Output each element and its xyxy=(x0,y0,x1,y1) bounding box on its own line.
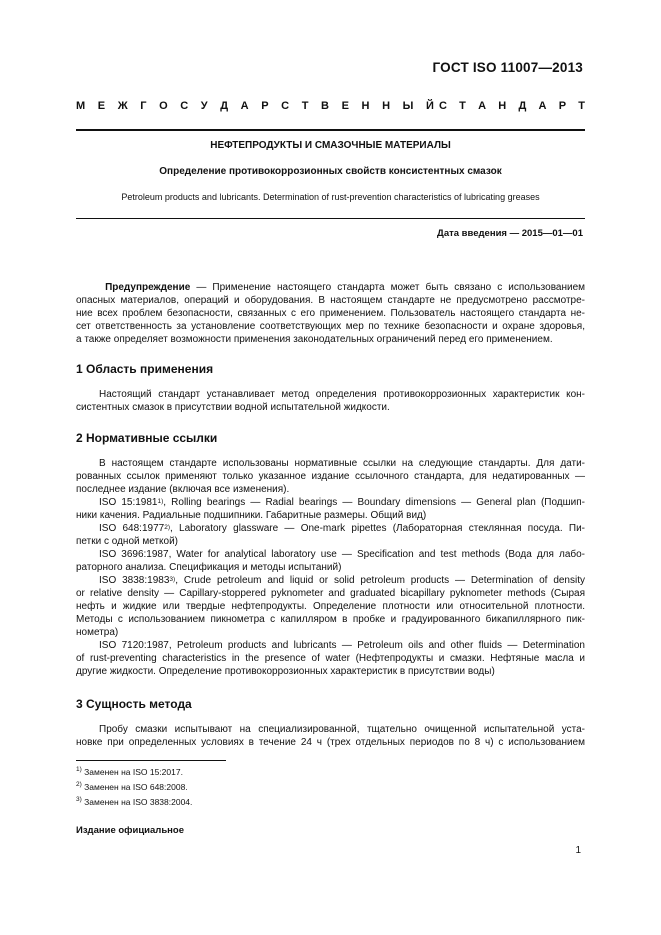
reference-iso-7120: ISO 7120:1987, Petroleum products and lubricants — Petroleum oils and other fluids — Determination xyxy=(99,640,585,651)
reference-iso-7120-cont-2: другие жидкости. Определение противокоррозионных характеристик в присутствии воды) xyxy=(76,666,495,677)
banner-letter: Д xyxy=(220,100,229,112)
standard-banner xyxy=(76,100,585,112)
banner-letter: А xyxy=(478,100,487,112)
footnote-2: $^{2)}$ Заменен на ISO 648:2008. xyxy=(76,781,188,792)
banner-letter: О xyxy=(159,100,168,112)
reference-iso-648-cont: петки с одной меткой) xyxy=(76,536,179,547)
banner-letter: Т xyxy=(301,100,309,112)
section-1-heading: 1 Область применения xyxy=(76,362,214,376)
banner-right xyxy=(439,100,585,112)
banner-letter: М xyxy=(76,100,86,112)
warning-line-5: а также определяет возможности применения законодательных ограничений перед его применением. xyxy=(76,334,553,345)
warning-line-1: Предупреждение — Применение настоящего стандарта может быть связано с использованием xyxy=(105,282,586,293)
banner-letter: С xyxy=(281,100,290,112)
banner-letter: Й xyxy=(425,100,434,112)
footnote-3: $^{3)}$ Заменен на ISO 3838:2004. xyxy=(76,796,193,807)
banner-letter: В xyxy=(321,100,329,112)
document-title: НЕФТЕПРОДУКТЫ И СМАЗОЧНЫЕ МАТЕРИАЛЫ xyxy=(210,140,451,151)
banner-letter: Ы xyxy=(402,100,414,112)
reference-iso-15-cont: ники качения. Радиальные подшипники. Габаритные размеры. Общий вид) xyxy=(76,510,427,521)
banner-letter: С xyxy=(180,100,189,112)
title-rule xyxy=(76,218,585,219)
banner-letter: Е xyxy=(341,100,349,112)
warning-line-3: ние всех проблем безопасности, связанных с его применением. Пользователь настоящего стандарта не- xyxy=(76,308,585,319)
banner-letter: Т xyxy=(459,100,466,112)
introduction-date: Дата введения — 2015—01—01 xyxy=(437,228,583,239)
top-rule xyxy=(76,129,585,131)
reference-iso-3838-cont-4: нометра) xyxy=(76,627,119,638)
footnote-1: $^{1)}$ Заменен на ISO 15:2017. xyxy=(76,766,183,777)
section-2-line-1: В настоящем стандарте использованы нормативные ссылки на следующие стандарты. Для дати- xyxy=(99,458,585,469)
section-1-line-1: Настоящий стандарт устанавливает метод определения противокоррозионных характеристик кон- xyxy=(99,389,585,400)
banner-letter: Г xyxy=(140,100,147,112)
warning-line-4: сет ответственность за установление соответствующих мер по технике безопасности и охране здоровья, xyxy=(76,321,585,332)
page-number: 1 xyxy=(575,845,581,856)
banner-letter: У xyxy=(200,100,208,112)
official-edition: Издание официальное xyxy=(76,825,184,836)
standard-code: ГОСТ ISO 11007—2013 xyxy=(432,60,583,75)
reference-iso-3838-cont-2: нефть и жидкие или твердые нефтепродукты. Определение плотности или относительной плотности. xyxy=(76,601,585,612)
banner-letter: Н xyxy=(498,100,507,112)
banner-left xyxy=(76,100,434,112)
reference-iso-3838: ISO 3838:1983$^{3)}$, Crude petroleum and liquid or solid petroleum products — Determination of density xyxy=(99,575,585,586)
reference-iso-3838-cont-3: Методы с использованием пикнометра с капилляром в пробке и градуированного бикапиллярного пик- xyxy=(76,614,585,625)
banner-letter: Е xyxy=(97,100,106,112)
section-3-heading: 3 Сущность метода xyxy=(76,697,192,711)
banner-letter: Н xyxy=(361,100,370,112)
section-1-line-2: систентных смазок в присутствии водной испытательной жидкости. xyxy=(76,402,390,413)
section-2-line-3: последнее издание (включая все изменения). xyxy=(76,484,290,495)
section-2-heading: 2 Нормативные ссылки xyxy=(76,431,218,445)
banner-letter: Р xyxy=(261,100,269,112)
banner-letter: Р xyxy=(558,100,567,112)
section-3-line-1: Пробу смазки испытывают на специализированной, тщательно очищенной испытательной уста- xyxy=(99,724,585,735)
document-subtitle: Определение противокоррозионных свойств консистентных смазок xyxy=(159,166,502,177)
warning-line-2: опасных материалов, операций и оборудования. В настоящем стандарте не предусмотрено рассмотре- xyxy=(76,295,585,306)
banner-letter: С xyxy=(439,100,447,112)
section-2-line-2: рованных ссылок применяют только указанное издание ссылочного стандарта, для недатированных — xyxy=(76,471,585,482)
reference-iso-3696-cont: раторного анализа. Спецификация и методы испытаний) xyxy=(76,562,342,573)
banner-letter: Н xyxy=(382,100,391,112)
reference-iso-3696: ISO 3696:1987, Water for analytical laboratory use — Specification and test methods (Вода для лабо- xyxy=(99,549,586,560)
reference-iso-3838-cont-1: or relative density — Capillary-stoppered pyknometer and graduated bicapillary pyknometer methods (Сырая xyxy=(76,588,585,599)
banner-letter: Ж xyxy=(117,100,128,112)
section-3-line-2: новке при определенных условиях в течение 24 ч (трех отдельных периодов по 8 ч) с использованием xyxy=(76,737,585,748)
banner-letter: Т xyxy=(578,100,585,112)
warning-label: Предупреждение xyxy=(105,282,191,293)
reference-iso-7120-cont-1: of rust-preventing characteristics in the presence of water (Нефтепродукты и смазки. Нефтяные масла и xyxy=(76,653,585,664)
banner-letter: А xyxy=(538,100,547,112)
english-title: Petroleum products and lubricants. Determination of rust-prevention characteristics of lubricating greases xyxy=(121,192,540,202)
banner-letter: Д xyxy=(518,100,527,112)
banner-letter: А xyxy=(240,100,249,112)
reference-iso-648: ISO 648:1977$^{2)}$, Laboratory glassware — One-mark pipettes (Лабораторная стеклянная посуда. Пи- xyxy=(99,523,585,534)
footnote-rule xyxy=(76,760,226,761)
reference-iso-15: ISO 15:1981$^{1)}$, Rolling bearings — Radial bearings — Boundary dimensions — General plan (Подшип- xyxy=(99,497,585,508)
